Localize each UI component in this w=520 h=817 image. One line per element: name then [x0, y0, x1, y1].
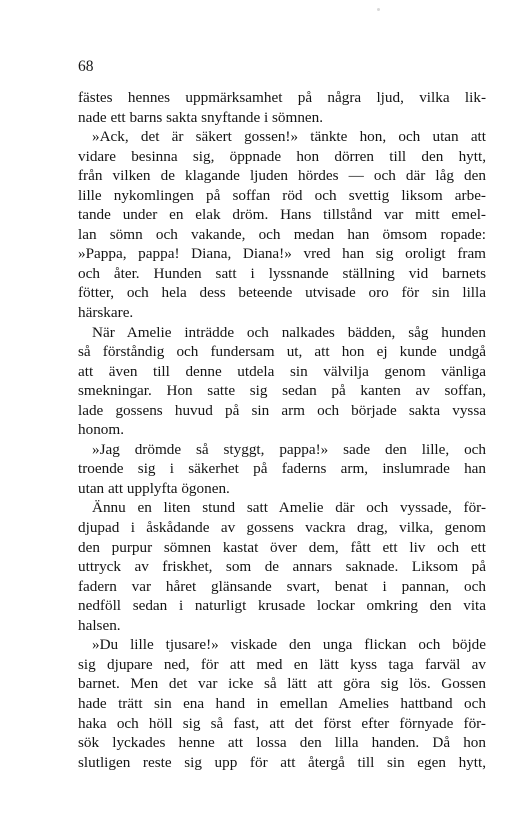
text-line: fadern var håret glänsande svart, benat i pannan, och [78, 577, 486, 595]
text-line: uttryck av friskhet, som de annars saknade. Liksom på [78, 558, 486, 576]
text-line: djupad i åskådande av gossens vackra drag, vilka, genom [78, 519, 486, 537]
text-line: lade gossens huvud på sin arm och började sakta vyssa [78, 401, 486, 419]
text-line: lille nykomlingen på soffan röd och svettig liksom arbe- [78, 186, 486, 204]
text-line: så förståndig och fundersam ut, att hon ej kunde undgå [78, 343, 486, 361]
text-line: sök lyckades henne att lossa den lilla handen. Då hon [78, 734, 486, 752]
text-line: smekningar. Hon satte sig sedan på kanten av soffan, [78, 382, 486, 400]
text-line: från vilken de klagande ljuden hördes — och där låg den [78, 167, 486, 185]
text-line: »Du lille tjusare!» viskade den unga flickan och böjde [92, 636, 486, 654]
text-line: att även till denne utdela sin välvilja genom vänliga [78, 362, 486, 380]
text-line: När Amelie inträdde och nalkades bädden, såg hunden [92, 323, 486, 341]
page-number: 68 [78, 58, 94, 75]
text-line: fötter, och hela dess beteende utvisade oro för sin lilla [78, 284, 486, 302]
text-line: härskare. [78, 304, 134, 322]
paper-speck [377, 8, 380, 11]
text-line: och åter. Hunden satt i lyssnande ställning vid barnets [78, 264, 486, 282]
text-line: »Ack, det är säkert gossen!» tänkte hon, och utan att [92, 128, 486, 146]
text-line: tande under en elak dröm. Hans tillstånd var mitt emel- [78, 206, 486, 224]
text-line: »Pappa, pappa! Diana, Diana!» vred han sig oroligt fram [78, 245, 486, 263]
text-line: nade ett barns sakta snyftande i sömnen. [78, 108, 324, 126]
text-line: barnet. Men det var icke så lätt att göra sig lös. Gossen [78, 675, 486, 693]
text-line: utan att upplyfta ögonen. [78, 479, 230, 497]
text-line: Ännu en liten stund satt Amelie där och vyssade, för- [92, 499, 486, 517]
text-line: sig djupare ned, för att med en lätt kyss taga farväl av [78, 655, 486, 673]
text-line: haka och höll sig så fast, att det först efter förnyade för- [78, 714, 486, 732]
text-line: hade trätt sin ena hand in emellan Amelies hattband och [78, 694, 486, 712]
text-line: nedföll sedan i naturligt krusade lockar omkring den vita [78, 597, 486, 615]
text-line: den purpur sömnen kastat över dem, fått ett liv och ett [78, 538, 486, 556]
text-line: lan sömn och vakande, och medan han ömsom ropade: [78, 225, 486, 243]
text-line: troende sig i säkerhet på faderns arm, inslumrade han [78, 460, 486, 478]
text-line: halsen. [78, 616, 121, 634]
text-line: honom. [78, 421, 124, 439]
text-line: slutligen reste sig upp för att återgå till sin egen hytt, [78, 753, 486, 771]
text-line: fästes hennes uppmärksamhet på några ljud, vilka lik- [78, 89, 486, 106]
text-line: »Jag drömde så styggt, pappa!» sade den lille, och [92, 440, 486, 458]
text-line: vidare besinna sig, öppnade hon dörren till den hytt, [78, 147, 486, 165]
body-text [78, 88, 486, 772]
